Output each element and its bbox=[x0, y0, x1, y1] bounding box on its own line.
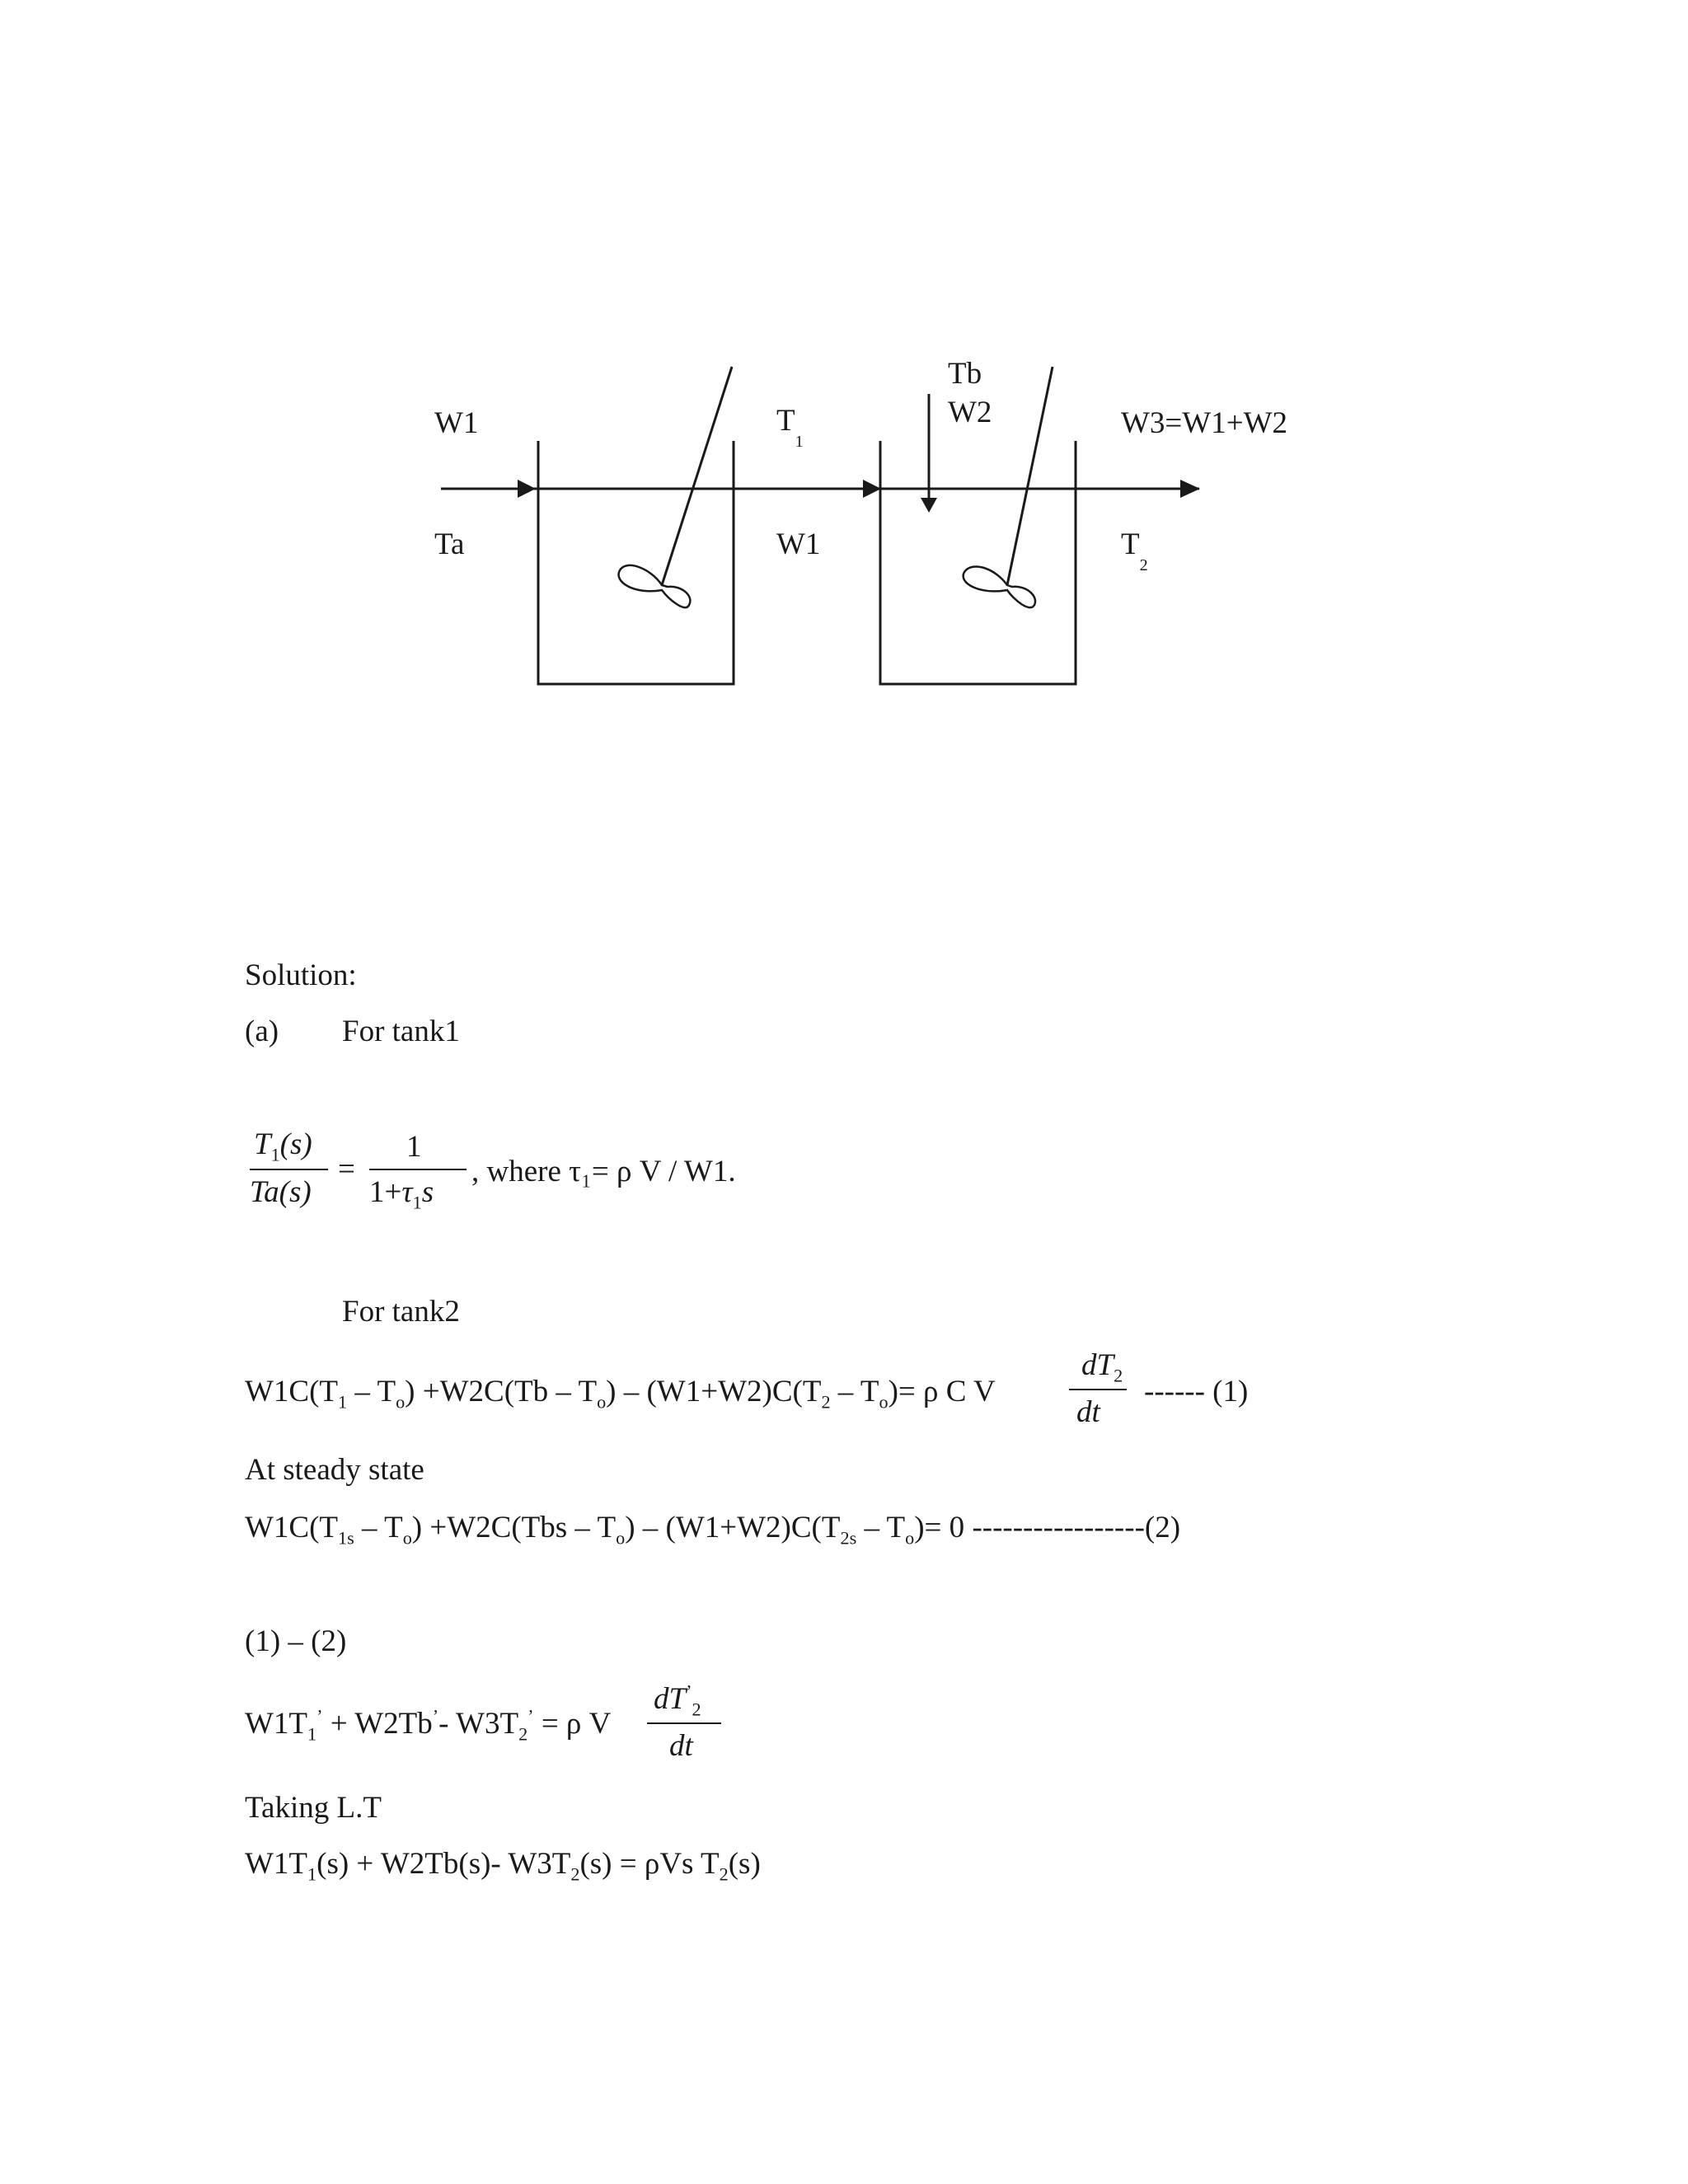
difference-label: (1) – (2) bbox=[245, 1624, 347, 1658]
tf-numerator: $T_1(s)$ bbox=[254, 1127, 312, 1165]
tank2-impeller bbox=[964, 566, 1035, 607]
label-w1-in: W1 bbox=[434, 406, 479, 440]
two-tank-diagram bbox=[0, 0, 1688, 824]
eq1-dT2: $dT_2$ bbox=[1081, 1348, 1123, 1386]
label-w1-mid: W1 bbox=[776, 527, 821, 561]
flow-arrow-2 bbox=[863, 480, 881, 498]
tank1-impeller bbox=[619, 565, 691, 607]
tank2-stirrer-shaft bbox=[1007, 367, 1053, 585]
equation-1: $W1C(T_1 - T_o) +W2C(Tb - T_o) - (W1+W2)C(T_2 - T_o)= \rho$ C V bbox=[245, 1375, 996, 1413]
label-w3: W3=W1+W2 bbox=[1121, 406, 1288, 440]
tank2 bbox=[880, 441, 1076, 684]
eq1-tag: ------ (1) bbox=[1144, 1375, 1249, 1408]
label-tb: Tb bbox=[948, 357, 982, 391]
dev-fraction-line bbox=[647, 1722, 721, 1724]
tank1-stirrer-shaft bbox=[662, 367, 732, 585]
for-tank2: For tank2 bbox=[342, 1295, 460, 1329]
deviation-equation: $W1T_1^’ + W2Tb^’-$ $W3T_2^’ = \rho$ V bbox=[245, 1705, 612, 1745]
solution-heading: Solution: bbox=[245, 958, 357, 992]
tf-denominator: Ta(s) bbox=[250, 1175, 312, 1209]
part-a-label: (a) bbox=[245, 1015, 279, 1048]
tf-where-clause: , where τ₁= ρ V / W1. bbox=[471, 1155, 736, 1188]
dev-dT2: $dT^’_2$ bbox=[654, 1680, 701, 1720]
flow-arrow-3 bbox=[1180, 480, 1200, 498]
label-t2: $T_2$ bbox=[1121, 527, 1148, 575]
eq1-dt: dt bbox=[1076, 1395, 1100, 1429]
dev-dt: dt bbox=[669, 1729, 693, 1763]
tf-fraction-line-left bbox=[250, 1169, 328, 1170]
label-t1: $T_1$ bbox=[776, 404, 804, 452]
tf-rhs-denominator: $1+\tau_1s$ bbox=[369, 1175, 434, 1213]
equation-2: $W1C(T_{1s} - T_o) +W2C(Tbs - T_o) - (W1+W2)C(T_{2s} - T_o)= 0$ -----------------(2) bbox=[245, 1511, 1181, 1549]
feed2-arrow bbox=[921, 498, 937, 513]
laplace-equation: $W1T_1(s) + W2Tb(s)-$ $W3T_2(s) = \rho Vs$ $T_2(s)$ bbox=[245, 1847, 761, 1885]
tank1 bbox=[538, 441, 734, 684]
eq1-fraction-line bbox=[1069, 1389, 1127, 1390]
label-ta: Ta bbox=[434, 527, 465, 561]
tf-rhs-numerator: 1 bbox=[406, 1130, 422, 1164]
at-steady-state: At steady state bbox=[245, 1453, 424, 1487]
taking-lt: Taking L.T bbox=[245, 1791, 382, 1825]
tf-fraction-line-right bbox=[369, 1169, 467, 1170]
tf-equals: = bbox=[338, 1152, 355, 1186]
label-w2: W2 bbox=[948, 396, 992, 429]
for-tank1: For tank1 bbox=[342, 1015, 460, 1048]
eq2-tag: -----------------(2) bbox=[972, 1511, 1181, 1544]
flow-arrow-1 bbox=[518, 480, 536, 498]
